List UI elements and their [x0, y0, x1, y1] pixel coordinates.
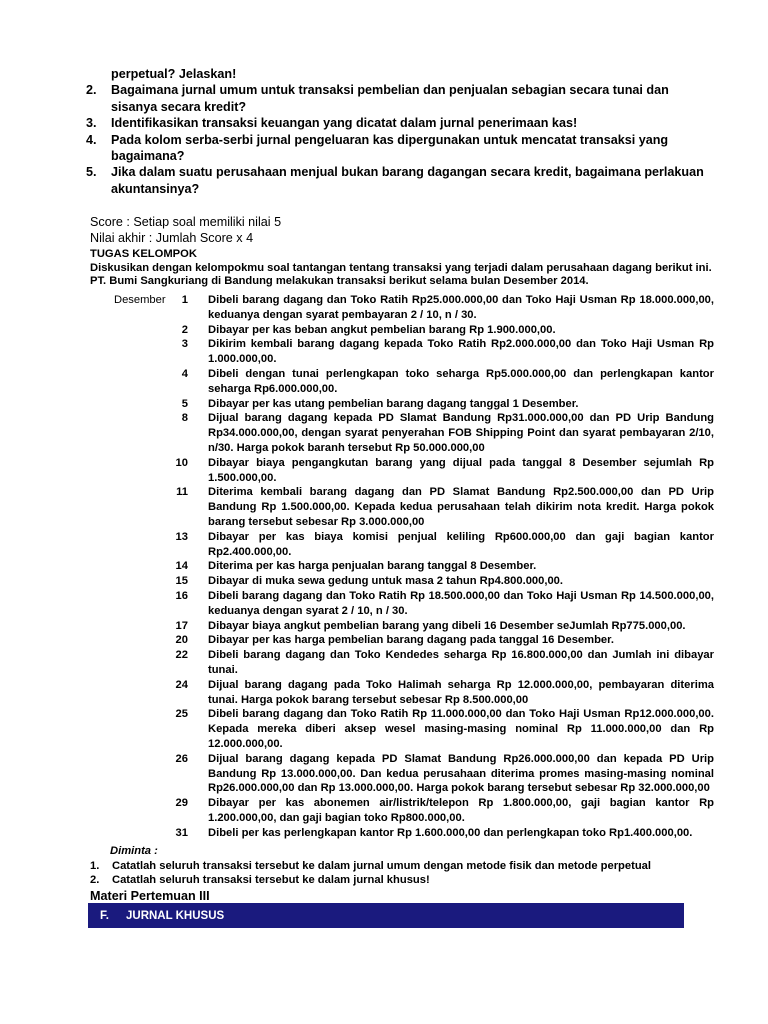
- transaction-month: [90, 559, 170, 574]
- requirements-label: Diminta :: [110, 845, 158, 857]
- transaction-row: [90, 752, 714, 796]
- transaction-day: 13: [175, 530, 188, 543]
- question-item: [86, 164, 716, 197]
- transaction-month: [90, 411, 170, 455]
- transaction-text: Diterima kembali barang dagang dan PD Slamat Bandung Rp2.500.000,00 dan PD Urip Bandung Rp 1.500.000,00. Kepada kedua perusahaan telah dikirim nota kredit. Harga pokok barang tersebut sebesar Rp 3.000.000,00: [208, 486, 714, 528]
- transaction-day: 16: [175, 589, 188, 602]
- transaction-text: Dibayar per kas utang pembelian barang dagang tanggal 1 Desember.: [208, 397, 579, 410]
- transaction-row: [90, 707, 714, 751]
- transaction-row: [90, 633, 714, 648]
- transaction-row: [90, 796, 714, 826]
- transaction-text: Dibeli barang dagang dan Toko Ratih Rp 11.000.000,00 dan Toko Haji Usman Rp12.000.000,00. Kepada mereka diberi aksep wesel masing-masing nominal Rp 11.000.000,00 dan Rp 12.000.000,00.: [208, 708, 714, 750]
- transaction-text: Dibeli barang dagang dan Toko Ratih Rp25.000.000,00 dan Toko Haji Usman Rp 18.000.000,00, keduanya dengan syarat pembayaran 2 / 10, n / 30.: [208, 294, 714, 321]
- transaction-row: [90, 619, 714, 634]
- transaction-month: [90, 648, 170, 678]
- transaction-row: [90, 648, 714, 678]
- question-item: [86, 82, 716, 115]
- requirement-text: Catatlah seluruh transaksi tersebut ke dalam jurnal umum dengan metode fisik dan metode perpetual: [112, 859, 651, 872]
- transaction-month: [90, 367, 170, 397]
- transaction-day: 25: [175, 708, 188, 721]
- question-list: [86, 66, 716, 197]
- transaction-row: [90, 826, 714, 841]
- transaction-text: Dibeli per kas perlengkapan kantor Rp 1.600.000,00 dan perlengkapan toko Rp1.400.000,00.: [208, 826, 693, 839]
- transaction-day: 20: [175, 634, 188, 647]
- transaction-day: 1: [181, 294, 188, 306]
- transaction-month: [90, 337, 170, 367]
- transaction-month: [90, 397, 170, 412]
- transaction-text: Dibeli barang dagang dan Toko Ratih Rp 18.500.000,00 dan Toko Haji Usman Rp 14.500.000,00, keduanya dengan syarat 2 / 10, n / 30.: [208, 589, 714, 617]
- transaction-text: Dijual barang dagang pada Toko Halimah seharga Rp 12.000.000,00, pembayaran diterima tunai. Harga pokok barang tersebut sebesar Rp 8.500.000,00: [208, 678, 714, 706]
- transaction-row: [90, 530, 714, 560]
- transaction-day: 2: [181, 323, 188, 336]
- transaction-row: [90, 485, 714, 529]
- transaction-text: Dibayar per kas beban angkut pembelian barang Rp 1.900.000,00.: [208, 323, 556, 336]
- transaction-text: Dijual barang dagang kepada PD Slamat Bandung Rp26.000.000,00 dan kepada PD Urip Bandung Rp 13.000.000,00. Dan kedua perusahaan diterima promes masing-masing nominal Rp26.000.000,00 dan Rp 13.000.000,00. Harga pokok barang tersebut sebesar Rp 32.000.000,00: [208, 752, 714, 795]
- section-letter: F.: [100, 909, 109, 922]
- transaction-row: [90, 678, 714, 708]
- question-number: 2.: [86, 83, 97, 98]
- section-title: JURNAL KHUSUS: [126, 909, 225, 922]
- transaction-month: [90, 485, 170, 529]
- transaction-month: [90, 678, 170, 708]
- transaction-day: 11: [176, 486, 188, 499]
- transaction-row: [90, 589, 714, 619]
- transaction-row: [90, 456, 714, 486]
- transaction-month: [90, 826, 170, 841]
- transaction-row: [90, 337, 714, 367]
- transaction-day: 26: [175, 752, 188, 765]
- final-score-rule: Nilai akhir : Jumlah Score x 4: [90, 231, 254, 245]
- group-task-section: [90, 248, 730, 289]
- transaction-text: Dibayar biaya pengangkutan barang yang dijual pada tanggal 8 Desember sejumlah Rp 1.500.000,00.: [208, 456, 714, 484]
- question-number: 5.: [86, 165, 97, 180]
- transaction-text: Dibayar per kas harga pembelian barang dagang pada tanggal 16 Desember.: [208, 634, 614, 647]
- question-text: Pada kolom serba-serbi jurnal pengeluaran kas dipergunakan untuk mencatat transaksi yang bagaimana?: [111, 132, 669, 164]
- transaction-month: [90, 619, 170, 634]
- transaction-day: 4: [181, 367, 188, 380]
- question-text: Jika dalam suatu perusahaan menjual bukan barang dagangan secara kredit, bagaimana perlakuan akuntansinya?: [111, 165, 704, 196]
- transaction-text: Dibeli dengan tunai perlengkapan toko seharga Rp5.000.000,00 dan perlengkapan kantor seharga Rp6.000.000,00.: [208, 367, 714, 395]
- transaction-day: 31: [175, 826, 188, 839]
- transaction-row: [90, 293, 714, 323]
- transaction-month: [90, 323, 170, 338]
- transaction-day: 15: [175, 575, 188, 588]
- transaction-text: Dibeli barang dagang dan Toko Kendedes seharga Rp 16.800.000,00 dan Jumlah ini dibayar tunai.: [208, 649, 714, 676]
- score-section: [90, 214, 281, 246]
- transaction-text: Dijual barang dagang kepada PD Slamat Bandung Rp31.000.000,00 dan PD Urip Bandung Rp34.000.000,00, dengan syarat penyerahan FOB Shipping Point dan syarat pembayaran 2/10, n/30. Harga pokok baranh tersebut Rp 50.000.000,00: [208, 412, 714, 454]
- transaction-row: [90, 367, 714, 397]
- transaction-day: 24: [175, 678, 188, 691]
- transaction-day: 29: [175, 797, 188, 810]
- transaction-text: Dibayar per kas abonemen air/listrik/telepon Rp 1.800.000,00, gaji bagian kantor Rp 1.200.000,00, dan gaji bagian toko Rp800.000,00.: [208, 797, 714, 824]
- transaction-month: [90, 633, 170, 648]
- requirement-number: 2.: [90, 874, 100, 887]
- transaction-row: [90, 559, 714, 574]
- transaction-text: Dibayar di muka sewa gedung untuk masa 2 tahun Rp4.800.000,00.: [208, 575, 564, 588]
- transaction-day: 8: [181, 412, 188, 425]
- transaction-month: [90, 574, 170, 589]
- transaction-month: Desember: [114, 294, 166, 306]
- session-title: Materi Pertemuan III: [90, 889, 210, 903]
- question-text: perpetual? Jelaskan!: [111, 67, 237, 81]
- transaction-row: [90, 574, 714, 589]
- question-item: [86, 115, 716, 131]
- question-text: Bagaimana jurnal umum untuk transaksi pembelian dan penjualan sebagian secara tunai dan sisanya secara kredit?: [111, 83, 669, 114]
- transaction-day: 14: [175, 560, 188, 573]
- transaction-row: [90, 411, 714, 455]
- transaction-day: 22: [175, 649, 188, 662]
- transaction-month: [90, 456, 170, 486]
- requirement-text: Catatlah seluruh transaksi tersebut ke dalam jurnal khusus!: [112, 874, 430, 887]
- question-item: [86, 132, 716, 165]
- question-number: 4.: [86, 132, 97, 147]
- requirement-item: [90, 873, 720, 888]
- transaction-text: Dibayar biaya angkut pembelian barang yang dibeli 16 Desember seJumlah Rp775.000,00.: [208, 619, 686, 632]
- requirement-item: [90, 859, 720, 874]
- transaction-month: [90, 589, 170, 619]
- question-text: Identifikasikan transaksi keuangan yang dicatat dalam jurnal penerimaan kas!: [111, 116, 578, 131]
- transaction-day: 10: [175, 456, 188, 469]
- requirement-number: 1.: [90, 859, 100, 872]
- transaction-text: Dikirim kembali barang dagang kepada Toko Ratih Rp2.000.000,00 dan Toko Haji Usman Rp 1.000.000,00.: [208, 338, 714, 366]
- transaction-month: [90, 530, 170, 560]
- transaction-month: [90, 752, 170, 796]
- question-number: 3.: [86, 116, 97, 131]
- section-banner: [88, 903, 684, 928]
- company-intro: PT. Bumi Sangkuriang di Bandung melakukan transaksi berikut selama bulan Desember 2014.: [90, 275, 589, 287]
- transaction-row: [90, 397, 714, 412]
- transaction-month: [90, 707, 170, 751]
- question-item: [86, 66, 716, 82]
- transaction-list: [90, 293, 714, 840]
- transaction-day: 3: [181, 338, 188, 351]
- transaction-day: 17: [175, 619, 188, 632]
- requirements-section: [90, 844, 720, 888]
- transaction-row: [90, 323, 714, 338]
- score-rule: Score : Setiap soal memiliki nilai 5: [90, 215, 282, 229]
- transaction-month: [90, 796, 170, 826]
- transaction-text: Diterima per kas harga penjualan barang tanggal 8 Desember.: [208, 560, 537, 573]
- group-task-intro: Diskusikan dengan kelompokmu soal tantangan tentang transaksi yang terjadi dalam perusahaan dagang berikut ini.: [90, 261, 712, 274]
- group-task-heading: TUGAS KELOMPOK: [90, 248, 197, 260]
- transaction-day: 5: [181, 397, 188, 410]
- transaction-text: Dibayar per kas biaya komisi penjual keliling Rp600.000,00 dan gaji bagian kantor Rp2.400.000,00.: [208, 530, 714, 558]
